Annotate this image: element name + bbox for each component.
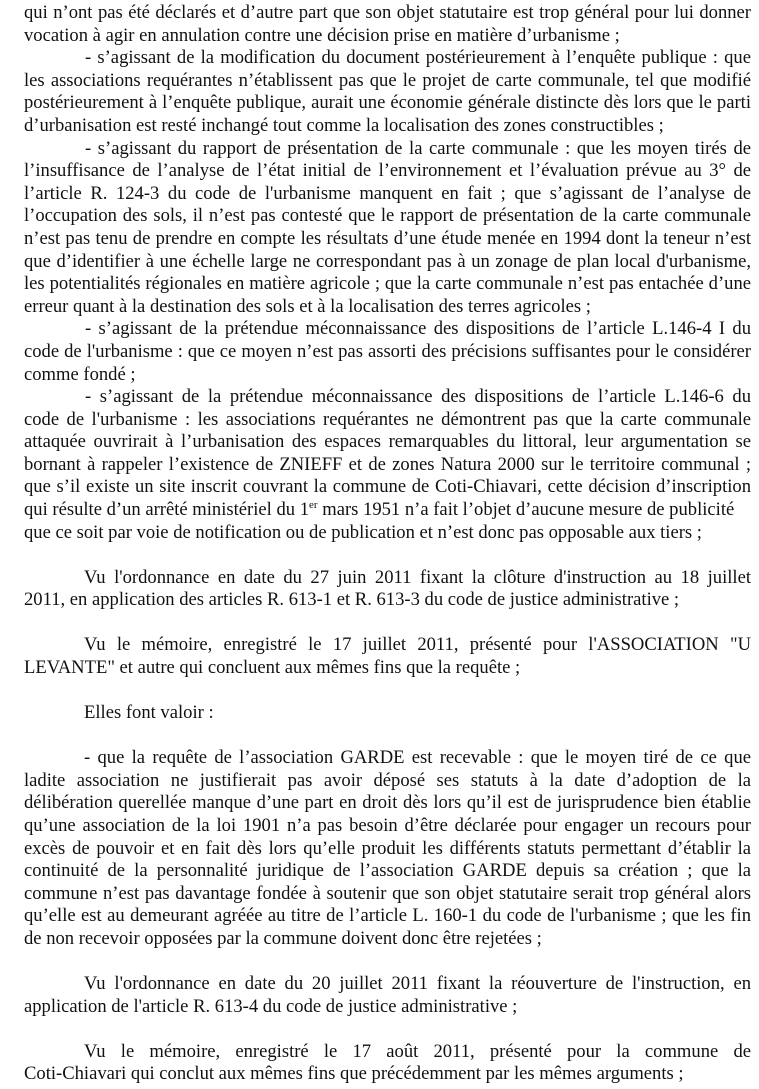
text-line: qui n’ont pas été déclarés et d’autre part que son objet statutaire est trop général pour lui donner [24,2,751,23]
text-line: - que la requête de l’association GARDE est recevable : que le moyen tiré de ce que [84,747,751,769]
paragraph-urbanisme-objet [24,2,751,47]
paragraph-memoire-commune [24,1041,751,1086]
text-line: 2011, en application des articles R. 613-1 et R. 613-3 du code de justice administrative ; [24,589,680,611]
text-line: l’occupation des sols, il n’est pas contesté que le rapport de présentation de la carte communale [24,205,751,227]
text-line: qu’une association de la loi 1901 n’a pas besoin d’être déclarée pour engager un recours pour [24,815,751,836]
text-line: commune n’est pas davantage fondée à soutenir que son objet statutaire serait trop général alors [24,882,751,904]
text-line: excès de pouvoir et en fait dès lors qu’elle produit les différents statuts permettant d’établir la [24,837,751,859]
text-line: délibération querellée manque d’une part en droit dès lors qu’il est de jurisprudence bien établie [24,792,751,814]
text-line: Elles font valoir : [84,702,214,724]
text-line: postérieurement à l’enquête publique, aurait une économie générale distincte dès lors que le parti [24,92,751,114]
paragraph-modification-document [24,47,751,137]
text-line: que ce soit par voie de notification ou de publication et n’est donc pas opposable aux tiers ; [24,521,702,543]
text-line: vocation à agir en annulation contre une décision prise en matière d’urbanisme ; [24,24,620,46]
text-line: application de l'article R. 613-4 du code de justice administrative ; [24,995,518,1017]
text-line: de non recevoir opposées par la commune doivent donc être rejetées ; [24,927,542,949]
text-line: que s’il existe un site inscrit couvrant la commune de Coti-Chiavari, cette décision d’inscription [24,476,751,498]
paragraph-article-l146-6 [24,386,751,544]
text-line: l’article R. 124-3 du code de l'urbanisme manquent en fait ; que s’agissant de l’analyse de [24,182,751,204]
text-line: les associations requérantes n’établissent pas que le projet de carte communale, tel que modifié [24,69,751,91]
text-line: Vu l'ordonnance en date du 27 juin 2011 fixant la clôture d'instruction au 18 juillet [84,566,751,588]
paragraph-ordonnance-reouverture [24,973,751,1018]
ordinal-superscript: er [309,499,318,512]
text-line: Vu l'ordonnance en date du 20 juillet 2011 fixant la réouverture de l'instruction, en [84,973,751,995]
paragraph-rapport-presentation [24,138,751,319]
paragraph-ordonnance-cloture [24,567,751,612]
text-line: attaquée ouvrirait à l’urbanisation des espaces remarquables du littoral, leur argumentation se [24,431,751,453]
text-line: Coti-Chiavari qui conclut aux mêmes fins que précédemment par les mêmes arguments ; [24,1063,684,1085]
text-line: qu’elle est au demeurant agréée au titre de l’article L. 160-1 du code de l'urbanisme ; que les fin [24,905,751,927]
text-line: les potentialités régionales en matière agricole ; que la carte communale n’est pas entachée d’une [24,273,751,295]
paragraph-memoire-u-levante [24,634,751,679]
text-line: - s’agissant de la modification du document postérieurement à l’enquête publique : que [85,47,751,69]
text-line: n’est pas tenu de prendre en compte les résultats d’une étude menée en 1994 dont la teneur n’est [24,227,751,249]
text-line: code de l'urbanisme : que ce moyen n’est pas assorti des précisions suffisantes pour le considérer [24,340,751,362]
paragraph-article-l146-4 [24,318,751,386]
text-line: - s’agissant du rapport de présentation de la carte communale : que les moyen tirés de [85,137,751,159]
text-line: LEVANTE" et autre qui concluent aux mêmes fins que la requête ; [24,657,521,679]
text-line: code de l'urbanisme : les associations requérantes ne démontrent pas que la carte communale [24,408,751,430]
text-line: Vu le mémoire, enregistré le 17 juillet 2011, présenté pour l'ASSOCIATION "U [84,634,751,656]
text-line: - s’agissant de la prétendue méconnaissance des dispositions de l’article L.146-4 I du [85,318,751,340]
text-line: l’insuffisance de l’analyse de l’état initial de l’environnement et l’évaluation prévue au 3° de [24,160,751,182]
text-line: Vu le mémoire, enregistré le 17 août 2011, présenté pour la commune de [84,1040,751,1062]
text-line: ladite association ne justifierait pas avoir déposé ses statuts à la date d’adoption de la [24,769,751,791]
text-line: erreur quant à la destination des sols et à la localisation des terres agricoles ; [24,295,591,317]
text-line: - s’agissant de la prétendue méconnaissance des dispositions de l’article L.146-6 du [85,386,751,408]
text-line: continuité de la personnalité juridique de l’association GARDE depuis sa création ; que la [24,860,751,882]
text-line: bornant à rappeler l’existence de ZNIEFF et de zones Natura 2000 sur le territoire communal ; [24,453,751,475]
text-line: que d’identifier à une échelle large ne correspondant pas à un zonage de plan local d'urbanisme, [24,250,751,272]
text-line-superscript [24,499,751,522]
text-fragment: qui résulte d’un arrêté ministériel du 1 [24,499,310,521]
paragraph-recevabilite-garde [24,747,751,950]
text-fragment: mars 1951 n’a fait l’objet d’aucune mesure de publicité [317,499,735,521]
document-page [24,2,751,1086]
text-line: comme fondé ; [24,363,136,385]
paragraph-elles-font-valoir [24,702,751,725]
text-line: d’urbanisation est resté inchangé tout comme la localisation des zones constructibles ; [24,114,664,136]
